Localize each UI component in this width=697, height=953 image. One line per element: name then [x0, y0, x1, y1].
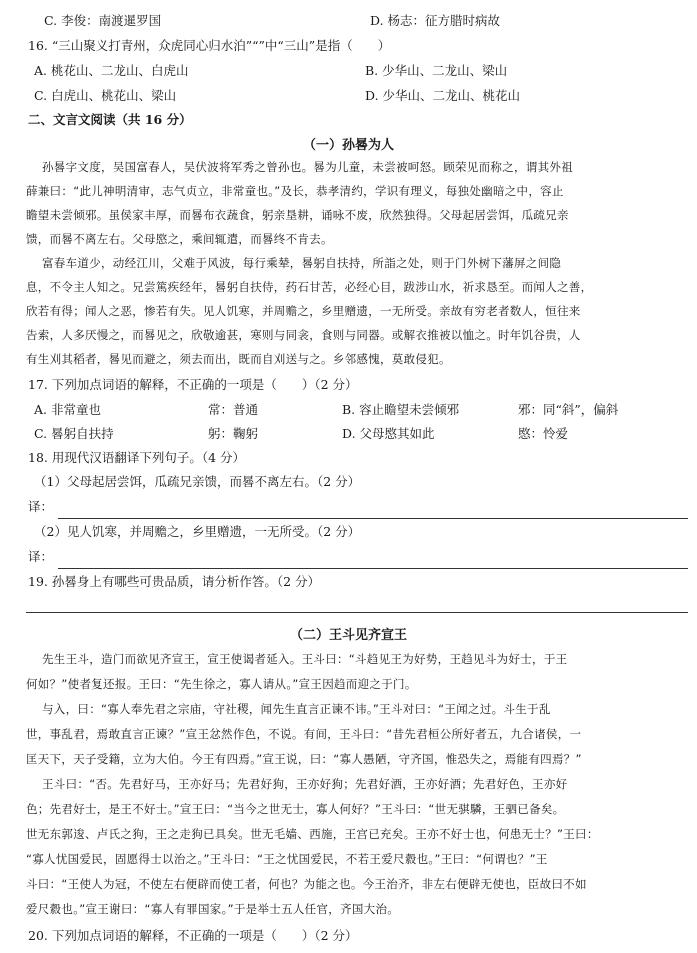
q16-option-d: D. 少华山、二龙山、桃花山: [365, 88, 521, 103]
passage2-title: （二）王斗见齐宣王: [289, 628, 407, 643]
passage1-line: 欣若有得；闻人之恶，惨若有失。见人饥寒，并周赡之，乡里赠遗，一无所受。亲故有穷老者数人，恒往来: [26, 304, 581, 318]
q20-stem: 20. 下列加点词语的解释，不正确的一项是（ ）（2 分）: [28, 928, 358, 943]
q17-option-a-gloss: 常：普通: [208, 402, 259, 417]
q18-stem: 18. 用现代汉语翻译下列句子。（4 分）: [28, 450, 246, 465]
passage2-line: 匡天下，天子受籍，立为大伯。今王有四焉。”宣王说，曰：“寡人愚陋，守齐国，惟恐失之，焉能有四焉？”: [26, 752, 582, 766]
q18-sentence-1: （1）父母起居尝饵，瓜疏兄亲馈，而晷不离左右。（2 分）: [34, 474, 361, 489]
passage2-line: 斗曰：“王使人为冠，不使左右便辟而使工者，何也？为能之也。今王治齐，非左右便辟无使也，臣故曰不如: [26, 877, 587, 891]
q18-sentence-2: （2）见人饥寒，并周赡之，乡里赠遗，一无所受。（2 分）: [34, 524, 361, 539]
passage2-line: 爱尺縠也。”宣王谢曰：“寡人有罪国家。”于是举士五人任官，齐国大治。: [26, 902, 400, 916]
q16-option-b: B. 少华山、二龙山、梁山: [365, 63, 508, 78]
passage1-line: 富春车道少，动经江川，父难于风波，每行乘辇，晷躬自扶持，所詣之处，则于门外树下藩屏之间隐: [42, 256, 562, 270]
q15-option-d: D. 杨志：征方腊时病故: [370, 13, 501, 28]
passage1-line: 瞻望未尝倾邪。虽侯家丰厚，而晷布衣蔬食，躬亲垦耕，诵咏不废，欣然独得。父母起居尝饵，瓜疏兄亲: [26, 208, 569, 222]
passage2-line: 世无东郭逡、卢氏之狗，王之走狗已具矣。世无毛嫱、西施，王宫已充矣。王亦不好士也，何患无士？”王曰：: [26, 827, 599, 841]
q16-option-c: C. 白虎山、桃花山、梁山: [34, 88, 177, 103]
q16-stem: 16. “三山聚义打青州，众虎同心归水泊”“”中“三山”是指（ ）: [28, 38, 391, 53]
passage2-line: 先生王斗，造门而欲见齐宣王，宣王使谒者延入。王斗曰：“斗趋见王为好势，王趋见斗为好士，于王: [42, 652, 568, 666]
passage1-line: 馈，而晷不离左右。父母愍之，乘间辄遣，而晷终不肯去。: [26, 232, 333, 246]
q17-option-b-gloss: 邪：同“斜”，偏斜: [518, 402, 619, 417]
q17-option-a: A. 非常童也: [34, 402, 101, 417]
passage1-line: 孙晷字文度，吴国富春人，吴伏波将军秀之曾孙也。晷为儿童，未尝被呵怒。顾荣见而称之，谓其外祖: [42, 160, 573, 174]
q17-option-d: D. 父母愍其如此: [342, 426, 435, 441]
q16-option-a: A. 桃花山、二龙山、白虎山: [34, 63, 189, 78]
passage1-title: （一）孙晷为人: [302, 138, 394, 153]
passage1-line: 息，不令主人知之。兄尝篤疾经年，晷躬自扶侍，药石甘苦，必经心目，跋涉山水，祈求恳至。而闻人之善，: [26, 280, 593, 294]
passage1-line: 有生刈其稻者，晷见而避之，须去而出，既而自刈送与之。乡邻感愧，莫敢侵犯。: [26, 352, 451, 366]
passage1-line: 薛兼曰：“此儿神明清审，志气贞立，非常童也。”及长，恭孝清约，学识有理义，每独处幽暗之中，容止: [26, 184, 564, 198]
answer-area-line[interactable]: [26, 612, 688, 613]
answer-line[interactable]: [58, 518, 688, 519]
passage2-line: “寡人忧国爱民，固愿得士以治之。”王斗曰：“王之忧国爱民，不若王爱尺縠也。”王曰：“何谓也？”王: [26, 852, 548, 866]
q17-option-c: C. 晷躬自扶持: [34, 426, 114, 441]
q17-stem: 17. 下列加点词语的解释，不正确的一项是（ ）（2 分）: [28, 377, 358, 392]
translation-label: 译：: [28, 549, 54, 564]
passage2-line: 何如？”使者复还报。王曰：“先生徐之，寡人请从。”宣王因趋而迎之于门。: [26, 677, 417, 691]
answer-line[interactable]: [58, 568, 688, 569]
passage2-line: 与入，曰：“寡人奉先君之宗庙，守社稷，闻先生直言正谏不讳。”王斗对曰：“王闻之过。斗生于乱: [42, 702, 551, 716]
passage1-line: 告索，人多厌慢之，而晷见之，欣敬逾甚，寒则与同衾，食则与同器。或解衣推被以恤之。时年饥谷贵，人: [26, 328, 581, 342]
passage2-line: 世，事乱君，焉敢直言正谏？”宣王忿然作色，不说。有间，王斗曰：“昔先君桓公所好者五，九合诸侯，一: [26, 727, 582, 741]
section-heading: 二、文言文阅读（共 16 分）: [28, 112, 192, 127]
q19-stem: 19. 孙晷身上有哪些可贵品质，请分析作答。（2 分）: [28, 574, 321, 589]
passage2-line: 王斗曰：“否。先君好马，王亦好马；先君好狗，王亦好狗；先君好酒，王亦好酒；先君好色，王亦好: [42, 777, 568, 791]
translation-label: 译：: [28, 499, 54, 514]
passage2-line: 色；先君好士，是王不好士。”宣王曰：“当今之世无士，寡人何好？”王斗曰：“世无骐驎，王驷已备矣。: [26, 802, 565, 816]
q17-option-c-gloss: 躬：鞠躬: [208, 426, 259, 441]
q15-option-c: C. 李俊：南渡暹罗国: [44, 13, 162, 28]
q17-option-d-gloss: 愍：怜爱: [518, 426, 569, 441]
q17-option-b: B. 容止瞻望未尝倾邪: [342, 402, 460, 417]
